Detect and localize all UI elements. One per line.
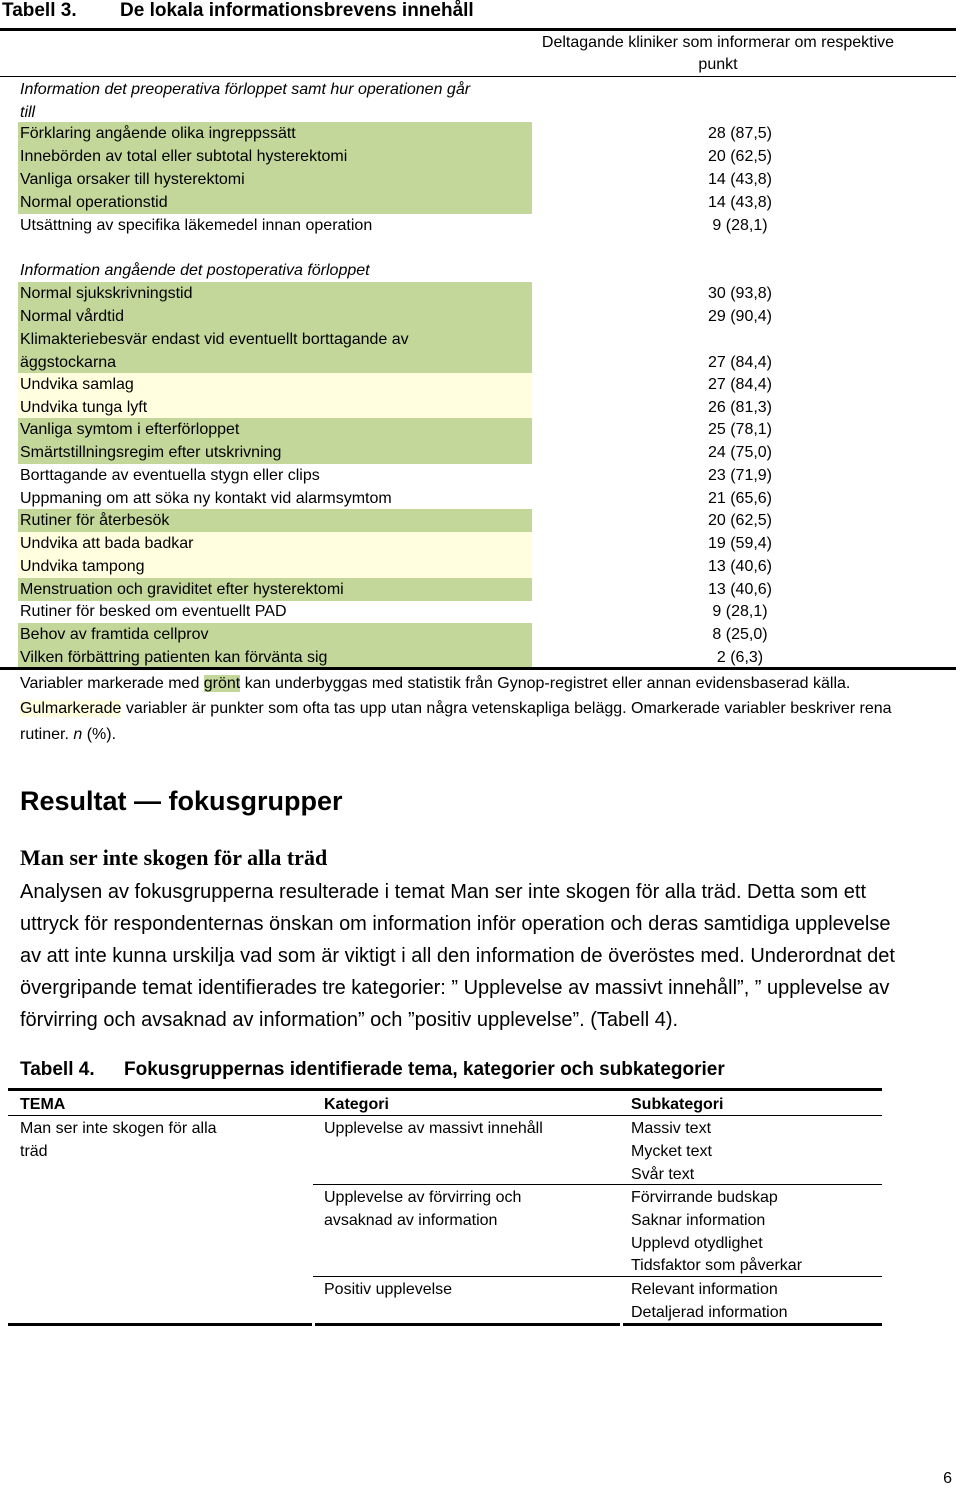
row-label: Vilken förbättring patienten kan förvänta sig	[20, 649, 328, 666]
table-row	[0, 373, 956, 396]
row-label: Utsättning av specifika läkemedel innan operation	[20, 217, 373, 234]
table-row	[0, 214, 956, 237]
paragraph-line: uttryck för respondenternas önskan om information inför operation och deras samtidiga upplevelse	[20, 913, 891, 935]
row-value: 29 (90,4)	[707, 308, 773, 325]
row-value: 26 (81,3)	[707, 399, 773, 416]
subkategori-2-1: Förvirrande budskap	[631, 1189, 778, 1206]
table-row	[0, 464, 956, 487]
table-row	[0, 509, 956, 532]
row-value: 9 (28,1)	[712, 603, 768, 620]
table4-top-rule	[8, 1088, 882, 1091]
table-row	[0, 441, 956, 464]
table3-bottom-rule	[0, 667, 956, 670]
table3-note-line1	[20, 671, 850, 696]
row-label: Borttagande av eventuella stygn eller clips	[20, 467, 320, 484]
row-label: Normal operationstid	[20, 194, 168, 211]
row-label: Behov av framtida cellprov	[20, 626, 209, 643]
row-value: 13 (40,6)	[707, 558, 773, 575]
table3-label: Tabell 3.	[2, 0, 77, 21]
row-value: 14 (43,8)	[707, 194, 773, 211]
subkategori-1-1: Massiv text	[631, 1120, 712, 1137]
row-value: 27 (84,4)	[707, 376, 773, 393]
row-label: Smärtstillningsregim efter utskrivning	[20, 444, 282, 461]
kategori-1: Upplevelse av massivt innehåll	[324, 1120, 543, 1137]
note-text: rutiner.	[20, 726, 74, 743]
row-label: Förklaring angående olika ingreppssätt	[20, 125, 296, 142]
row-value: 25 (78,1)	[707, 421, 773, 438]
row-label: Vanliga orsaker till hysterektomi	[20, 171, 245, 188]
row-label-line1: Klimakteriebesvär endast vid eventuellt borttagande av	[20, 331, 409, 348]
note-text: variabler är punkter som ofta tas upp utan några vetenskapliga belägg. Omarkerade variabler beskriver rena	[121, 700, 892, 717]
kategori-2-line1: Upplevelse av förvirring och	[324, 1189, 522, 1206]
table4-header-tema: TEMA	[20, 1096, 66, 1113]
row-label: Vanliga symtom i efterförloppet	[20, 421, 240, 438]
row-label: Undvika samlag	[20, 376, 134, 393]
section-postoperative: Information angående det postoperativa förloppet	[20, 262, 370, 279]
row-value: 21 (65,6)	[707, 490, 773, 507]
subkategori-1-3: Svår text	[631, 1166, 695, 1183]
note-text: (%).	[82, 726, 117, 743]
section-subheading: Man ser inte skogen för alla träd	[20, 845, 328, 870]
section-heading: Resultat — fokusgrupper	[20, 786, 343, 816]
row-label-line2: äggstockarna	[20, 354, 117, 371]
table4-title-text: Fokusgruppernas identifierade tema, kategorier och subkategorier	[124, 1059, 725, 1080]
row-value: 30 (93,8)	[707, 285, 773, 302]
page-number: 6	[943, 1470, 952, 1487]
paragraph-line: av att inte kunna urskilja vad som är viktigt i all den information de överöstes med. Underordnat det	[20, 945, 895, 967]
table-row	[0, 600, 956, 623]
row-value: 9 (28,1)	[712, 217, 768, 234]
table3-title	[0, 0, 474, 22]
column-header-line2: punkt	[698, 56, 738, 73]
table-row	[0, 282, 956, 305]
section-preoperative-line2: till	[20, 104, 36, 121]
subkategori-2-3: Upplevd otydlighet	[631, 1235, 763, 1252]
table4-group-rule	[313, 1276, 882, 1277]
paragraph-line: Analysen av fokusgrupperna resulterade i temat Man ser inte skogen för alla träd. Detta som ett	[20, 881, 866, 903]
table4-title	[20, 1059, 725, 1081]
kategori-2-line2: avsaknad av information	[324, 1212, 498, 1229]
row-label: Innebörden av total eller subtotal hysterektomi	[20, 148, 348, 165]
row-value: 8 (25,0)	[712, 626, 768, 643]
row-value: 20 (62,5)	[707, 148, 773, 165]
row-value: 23 (71,9)	[707, 467, 773, 484]
row-label: Normal sjukskrivningstid	[20, 285, 193, 302]
note-text: kan underbyggas med statistik från Gynop-registret eller annan evidensbaserad källa.	[240, 675, 851, 692]
table-row	[0, 168, 956, 191]
column-header-line1: Deltagande kliniker som informerar om respektive	[541, 34, 895, 51]
row-label: Normal vårdtid	[20, 308, 125, 325]
subkategori-2-4: Tidsfaktor som påverkar	[631, 1257, 803, 1274]
row-value: 14 (43,8)	[707, 171, 773, 188]
table4-header-subkategori: Subkategori	[631, 1096, 724, 1113]
table-row	[0, 191, 956, 214]
table-row	[0, 487, 956, 510]
note-green-word: grönt	[203, 675, 241, 692]
table-row	[0, 305, 956, 328]
paragraph-line: förvirring och avsaknad av information” och ”positiv upplevelse”. (Tabell 4).	[20, 1009, 679, 1031]
table4-header-rule	[8, 1115, 882, 1116]
table3-note-line2	[20, 696, 892, 721]
table-row	[0, 396, 956, 419]
table-row	[0, 532, 956, 555]
kategori-3: Positiv upplevelse	[324, 1281, 453, 1298]
subkategori-1-2: Mycket text	[631, 1143, 712, 1160]
row-label: Undvika tampong	[20, 558, 145, 575]
table-row	[0, 578, 956, 601]
table-row	[0, 145, 956, 168]
table-row	[0, 328, 956, 374]
row-value: 2 (6,3)	[716, 649, 764, 666]
note-text: Variabler markerade med	[20, 675, 204, 692]
subkategori-2-2: Saknar information	[631, 1212, 766, 1229]
table3-header-rule	[0, 76, 956, 77]
table4-header-kategori: Kategori	[324, 1096, 389, 1113]
tema-line2: träd	[20, 1143, 48, 1160]
table-row	[0, 555, 956, 578]
table4-column-gap	[312, 1323, 315, 1326]
row-label: Menstruation och graviditet efter hysterektomi	[20, 581, 344, 598]
row-value: 28 (87,5)	[707, 125, 773, 142]
row-value: 27 (84,4)	[707, 354, 773, 371]
subkategori-3-2: Detaljerad information	[631, 1304, 788, 1321]
table3-top-rule	[0, 28, 956, 31]
table3-column-header	[498, 32, 938, 76]
row-label: Undvika att bada badkar	[20, 535, 194, 552]
row-value: 24 (75,0)	[707, 444, 773, 461]
table-row	[0, 623, 956, 646]
row-label: Rutiner för återbesök	[20, 512, 170, 529]
section-preoperative-line1: Information det preoperativa förloppet samt hur operationen går	[20, 81, 471, 98]
table3-note-line3	[20, 722, 116, 747]
row-value: 13 (40,6)	[707, 581, 773, 598]
row-value: 20 (62,5)	[707, 512, 773, 529]
row-label: Uppmaning om att söka ny kontakt vid alarmsymtom	[20, 490, 392, 507]
row-label: Undvika tunga lyft	[20, 399, 148, 416]
note-yellow-word: Gulmarkerade	[20, 700, 122, 717]
paragraph-line: övergripande temat identifierades tre kategorier: ” Upplevelse av massivt innehåll”, ” upplevelse av	[20, 977, 890, 999]
subkategori-3-1: Relevant information	[631, 1281, 778, 1298]
table4-bottom-rule	[8, 1323, 882, 1326]
table-row	[0, 646, 956, 669]
table4-group-rule	[313, 1184, 882, 1185]
row-label: Rutiner för besked om eventuellt PAD	[20, 603, 287, 620]
row-value: 19 (59,4)	[707, 535, 773, 552]
table-row	[0, 122, 956, 145]
table-row	[0, 418, 956, 441]
table4-label: Tabell 4.	[20, 1059, 95, 1080]
note-n: n	[73, 726, 83, 743]
table3-title-text: De lokala informationsbrevens innehåll	[120, 0, 474, 21]
table4-column-gap	[620, 1323, 623, 1326]
tema-line1: Man ser inte skogen för alla	[20, 1120, 217, 1137]
